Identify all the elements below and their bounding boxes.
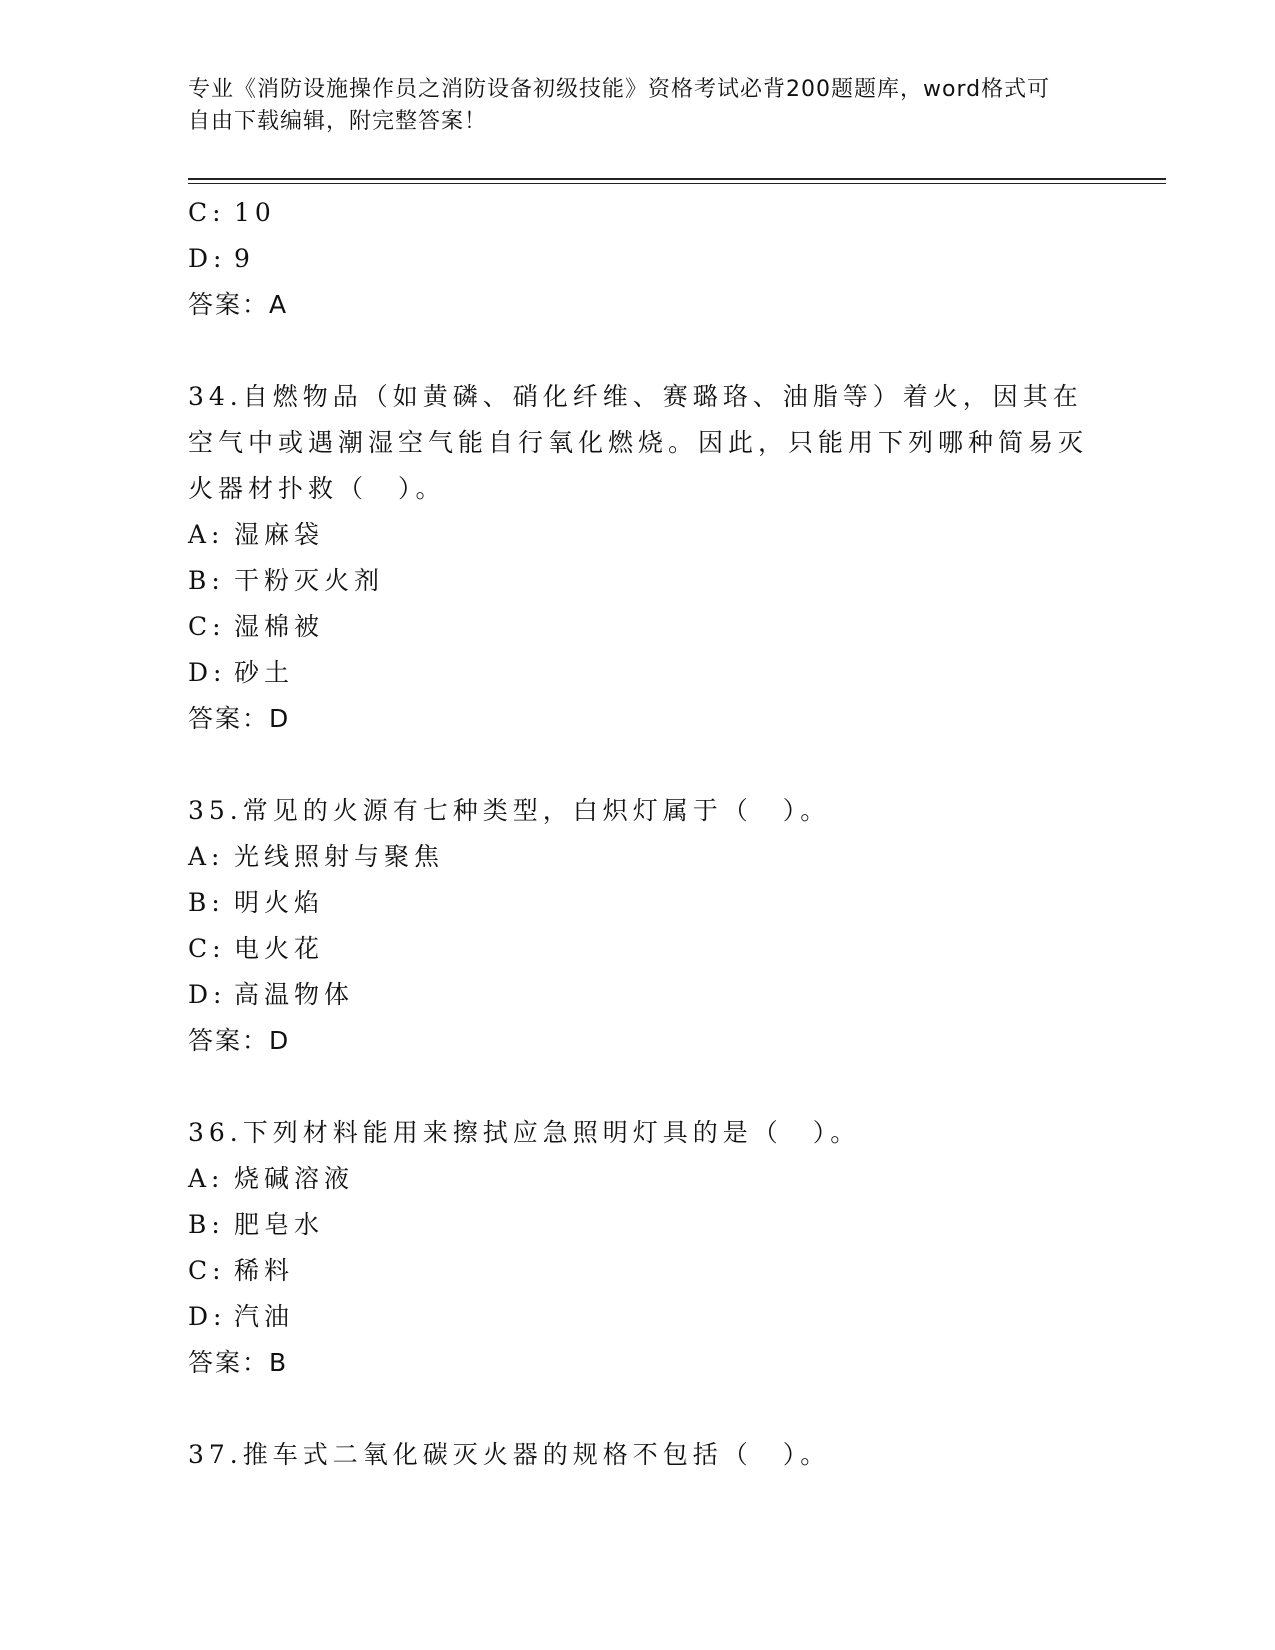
option-text: 高温物体 — [234, 980, 355, 1009]
header-rule-thick — [188, 178, 1166, 180]
answer-line: 答案：D — [188, 1026, 291, 1055]
question-37 — [188, 1432, 1088, 1478]
option-a — [188, 834, 1088, 880]
option-label: C: — [188, 198, 226, 227]
option-text: 砂土 — [234, 658, 295, 687]
option-text: 湿棉被 — [234, 612, 325, 641]
option-c — [188, 190, 1088, 236]
option-b — [188, 1202, 1088, 1248]
spacer — [188, 742, 1088, 788]
question-stem: 36.下列材料能用来擦拭应急照明灯具的是（ ）。 — [188, 1118, 861, 1147]
option-text: 肥皂水 — [234, 1210, 325, 1239]
header-title: 专业《消防设施操作员之消防设备初级技能》资格考试必背200题题库，word格式可自由下载编辑，附完整答案！ — [188, 77, 1051, 134]
option-d — [188, 1294, 1088, 1340]
option-c — [188, 1248, 1088, 1294]
option-text: 电火花 — [234, 934, 325, 963]
option-label: C: — [188, 1256, 226, 1285]
answer-line: 答案：B — [188, 1348, 289, 1377]
option-label: A: — [188, 520, 225, 549]
option-text: 湿麻袋 — [234, 520, 325, 549]
option-text: 烧碱溶液 — [234, 1164, 355, 1193]
option-label: B: — [188, 566, 225, 595]
option-text: 明火焰 — [234, 888, 325, 917]
option-b — [188, 558, 1088, 604]
question-list — [188, 190, 1088, 1478]
option-a — [188, 512, 1088, 558]
option-c — [188, 926, 1088, 972]
option-label: C: — [188, 612, 226, 641]
spacer — [188, 1064, 1088, 1110]
option-text: 稀料 — [234, 1256, 295, 1285]
option-text: 10 — [234, 198, 276, 227]
option-d — [188, 236, 1088, 282]
question-35 — [188, 788, 1088, 1064]
question-34 — [188, 374, 1088, 742]
previous-question-tail — [188, 190, 1088, 328]
answer-line: 答案：D — [188, 704, 291, 733]
option-label: B: — [188, 888, 225, 917]
question-stem: 37.推车式二氧化碳灭火器的规格不包括（ ）。 — [188, 1440, 831, 1469]
option-text: 汽油 — [234, 1302, 295, 1331]
option-label: D: — [188, 1302, 227, 1331]
spacer — [188, 1386, 1088, 1432]
option-d — [188, 650, 1088, 696]
option-c — [188, 604, 1088, 650]
option-label: D: — [188, 658, 227, 687]
option-d — [188, 972, 1088, 1018]
question-stem: 34.自燃物品（如黄磷、硝化纤维、赛璐珞、油脂等）着火，因其在空气中或遇潮湿空气能自行氧化燃烧。因此，只能用下列哪种简易灭火器材扑救（ ）。 — [188, 382, 1089, 503]
option-text: 9 — [234, 244, 255, 273]
option-label: A: — [188, 842, 225, 871]
question-36 — [188, 1110, 1088, 1386]
spacer — [188, 328, 1088, 374]
option-a — [188, 1156, 1088, 1202]
option-b — [188, 880, 1088, 926]
option-label: D: — [188, 980, 227, 1009]
option-text: 干粉灭火剂 — [234, 566, 385, 595]
option-text: 光线照射与聚焦 — [234, 842, 445, 871]
question-stem: 35.常见的火源有七种类型，白炽灯属于（ ）。 — [188, 796, 831, 825]
option-label: A: — [188, 1164, 225, 1193]
answer-line: 答案：A — [188, 290, 289, 319]
header-rule-thin — [188, 183, 1166, 184]
option-label: C: — [188, 934, 226, 963]
document-header — [188, 74, 1068, 138]
option-label: D: — [188, 244, 227, 273]
option-label: B: — [188, 1210, 225, 1239]
